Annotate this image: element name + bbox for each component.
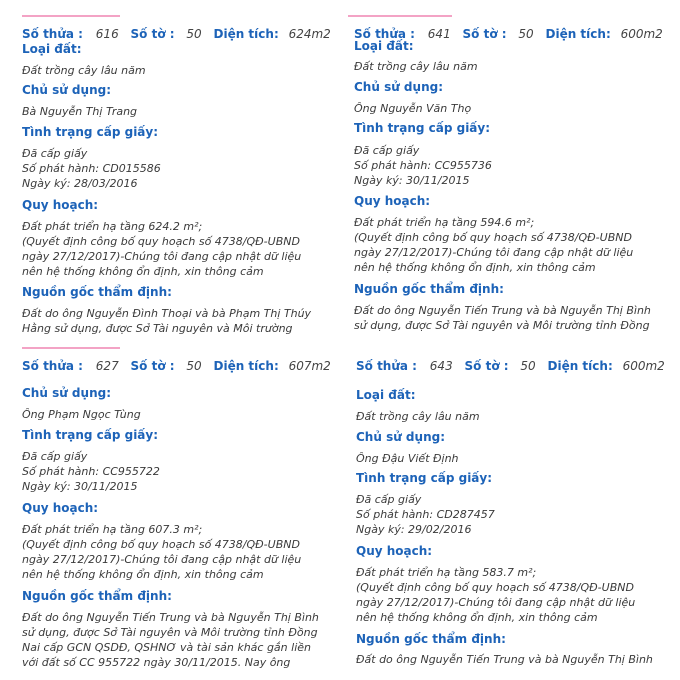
tinh-trang-line: Ngày ký: 28/03/2016 <box>22 177 138 190</box>
chu-su-dung-value: Ông Phạm Ngọc Tùng <box>22 408 141 421</box>
tinh-trang-line: Đã cấp giấy <box>354 144 420 157</box>
nguon-goc-line: Nai cấp GCN QSDĐ, QSHNƠ và tài sản khác gắn liền <box>22 641 311 654</box>
quy-hoach-line: ngày 27/12/2017)-Chúng tôi đang cập nhật dữ liệu <box>22 553 302 566</box>
quy-hoach-line: (Quyết định công bố quy hoạch số 4738/QĐ-UBND <box>22 235 300 248</box>
section-loai-dat: Loại đất: <box>356 388 416 402</box>
nguon-goc-line: Hằng sử dụng, được Sở Tài nguyên và Môi trường <box>22 322 293 335</box>
section-quy-hoach: Quy hoạch: <box>22 501 99 515</box>
nguon-goc-line: Đất do ông Nguyễn Tiến Trung và bà Nguyễn Thị Bình <box>356 653 653 666</box>
card-3-header <box>22 359 331 373</box>
nguon-goc-line: Đất do ông Nguyễn Đình Thoại và bà Phạm Thị Thúy <box>22 307 312 320</box>
label-dien-tich: Diện tích: <box>545 27 611 41</box>
value-so-to: 50 <box>186 359 202 373</box>
card-1-accent-line <box>22 15 120 17</box>
quy-hoach-line: nên hệ thống không ổn định, xin thông cảm <box>356 611 598 624</box>
section-nguon-goc: Nguồn gốc thẩm định: <box>354 282 504 296</box>
tinh-trang-line: Đã cấp giấy <box>22 147 88 160</box>
label-dien-tich: Diện tích: <box>213 27 279 41</box>
quy-hoach-line: Đất phát triển hạ tầng 624.2 m²; <box>22 220 203 233</box>
section-loai-dat: Loại đất: <box>354 39 414 53</box>
section-chu-su-dung: Chủ sử dụng: <box>22 386 111 400</box>
card-2[interactable] <box>354 18 680 338</box>
section-chu-su-dung: Chủ sử dụng: <box>22 83 111 97</box>
label-so-thua: Số thửa : <box>22 27 83 41</box>
label-so-thua: Số thửa : <box>356 359 417 373</box>
section-nguon-goc: Nguồn gốc thẩm định: <box>356 632 506 646</box>
tinh-trang-line: Đã cấp giấy <box>22 450 88 463</box>
value-dien-tich: 600m2 <box>620 27 663 41</box>
quy-hoach-line: nên hệ thống không ổn định, xin thông cảm <box>354 261 596 274</box>
card-2-accent-line <box>348 15 452 17</box>
tinh-trang-line: Ngày ký: 30/11/2015 <box>22 480 138 493</box>
card-3[interactable] <box>22 350 352 680</box>
quy-hoach-line: (Quyết định công bố quy hoạch số 4738/QĐ-UBND <box>356 581 634 594</box>
section-chu-su-dung: Chủ sử dụng: <box>354 80 443 94</box>
chu-su-dung-value: Ông Nguyễn Văn Thọ <box>354 102 472 115</box>
label-so-thua: Số thửa : <box>22 359 83 373</box>
card-4[interactable] <box>356 350 680 680</box>
section-quy-hoach: Quy hoạch: <box>22 198 99 212</box>
quy-hoach-line: (Quyết định công bố quy hoạch số 4738/QĐ-UBND <box>22 538 300 551</box>
section-nguon-goc: Nguồn gốc thẩm định: <box>22 589 172 603</box>
quy-hoach-line: (Quyết định công bố quy hoạch số 4738/QĐ-UBND <box>354 231 632 244</box>
quy-hoach-line: nên hệ thống không ổn định, xin thông cảm <box>22 568 264 581</box>
loai-dat-value: Đất trồng cây lâu năm <box>354 60 478 73</box>
section-tinh-trang: Tình trạng cấp giấy: <box>354 121 491 135</box>
tinh-trang-line: Đã cấp giấy <box>356 493 422 506</box>
value-so-thua: 627 <box>95 359 119 373</box>
tinh-trang-line: Số phát hành: CC955736 <box>354 159 492 172</box>
label-so-to: Số tờ : <box>462 27 507 41</box>
quy-hoach-line: ngày 27/12/2017)-Chúng tôi đang cập nhật dữ liệu <box>22 250 302 263</box>
nguon-goc-line: sử dụng, được Sở Tài nguyên và Môi trường tỉnh Đồng <box>354 319 650 332</box>
value-so-thua: 643 <box>429 359 453 373</box>
label-dien-tich: Diện tích: <box>547 359 613 373</box>
label-so-to: Số tờ : <box>464 359 509 373</box>
chu-su-dung-value: Bà Nguyễn Thị Trang <box>22 105 138 118</box>
quy-hoach-line: Đất phát triển hạ tầng 607.3 m²; <box>22 523 203 536</box>
value-so-to: 50 <box>186 27 202 41</box>
section-quy-hoach: Quy hoạch: <box>354 194 431 208</box>
value-so-to: 50 <box>518 27 534 41</box>
quy-hoach-line: nên hệ thống không ổn định, xin thông cảm <box>22 265 264 278</box>
card-1[interactable] <box>22 18 352 338</box>
loai-dat-value: Đất trồng cây lâu năm <box>356 410 480 423</box>
label-so-to: Số tờ : <box>130 359 175 373</box>
section-chu-su-dung: Chủ sử dụng: <box>356 430 445 444</box>
section-tinh-trang: Tình trạng cấp giấy: <box>22 125 159 139</box>
value-so-to: 50 <box>520 359 536 373</box>
quy-hoach-line: ngày 27/12/2017)-Chúng tôi đang cập nhật dữ liệu <box>354 246 634 259</box>
nguon-goc-line: Đất do ông Nguyễn Tiến Trung và bà Nguyễn Thị Bình <box>22 611 319 624</box>
tinh-trang-line: Ngày ký: 30/11/2015 <box>354 174 470 187</box>
tinh-trang-line: Số phát hành: CD015586 <box>22 162 161 175</box>
value-so-thua: 616 <box>95 27 119 41</box>
label-dien-tich: Diện tích: <box>213 359 279 373</box>
loai-dat-value: Đất trồng cây lâu năm <box>22 64 146 77</box>
section-tinh-trang: Tình trạng cấp giấy: <box>356 471 493 485</box>
nguon-goc-line: Đất do ông Nguyễn Tiến Trung và bà Nguyễn Thị Bình <box>354 304 651 317</box>
value-dien-tich: 624m2 <box>288 27 331 41</box>
quy-hoach-line: Đất phát triển hạ tầng 583.7 m²; <box>356 566 537 579</box>
quy-hoach-line: ngày 27/12/2017)-Chúng tôi đang cập nhật dữ liệu <box>356 596 636 609</box>
tinh-trang-line: Số phát hành: CC955722 <box>22 465 160 478</box>
label-so-thua: Số thửa : <box>354 27 415 41</box>
value-dien-tich: 607m2 <box>288 359 331 373</box>
section-nguon-goc: Nguồn gốc thẩm định: <box>22 285 172 299</box>
section-tinh-trang: Tình trạng cấp giấy: <box>22 428 159 442</box>
value-dien-tich: 600m2 <box>622 359 665 373</box>
nguon-goc-line: sử dụng, được Sở Tài nguyên và Môi trường tỉnh Đồng <box>22 626 318 639</box>
section-loai-dat: Loại đất: <box>22 42 82 56</box>
quy-hoach-line: Đất phát triển hạ tầng 594.6 m²; <box>354 216 535 229</box>
value-so-thua: 641 <box>427 27 451 41</box>
card-4-header <box>356 359 665 373</box>
label-so-to: Số tờ : <box>130 27 175 41</box>
card-1-header <box>22 27 331 41</box>
card-3-accent-line <box>22 347 120 349</box>
tinh-trang-line: Ngày ký: 29/02/2016 <box>356 523 472 536</box>
section-quy-hoach: Quy hoạch: <box>356 544 433 558</box>
tinh-trang-line: Số phát hành: CD287457 <box>356 508 495 521</box>
chu-su-dung-value: Ông Đậu Viết Định <box>356 452 459 465</box>
nguon-goc-line: với đất số CC 955722 ngày 30/11/2015. Nay ông <box>22 656 291 669</box>
